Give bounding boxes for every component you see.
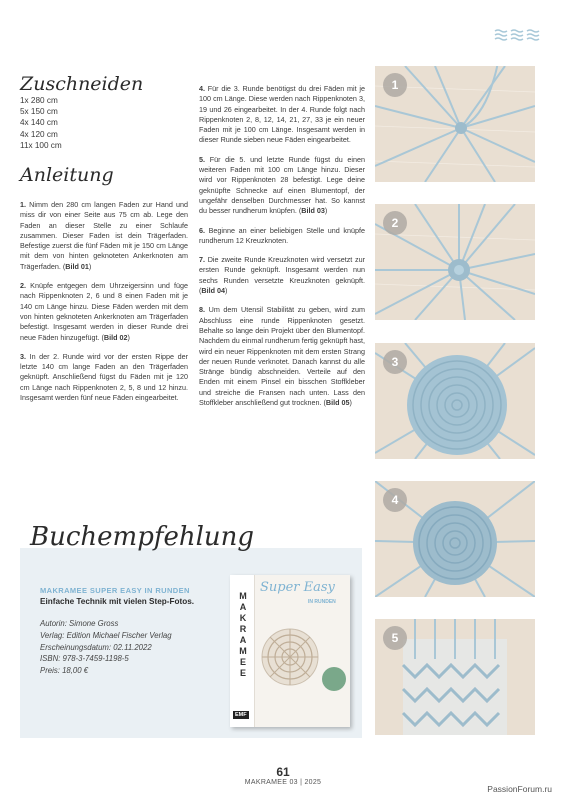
- book-release-date: Erscheinungsdatum: 02.11.2022: [40, 642, 152, 652]
- step-paragraph: 7. Die zweite Runde Kreuzknoten wird versetzt zur ersten Runde geknüpft. Insgesamt werden nun sechs Runden versetzte Kreuzknoten geknüpft. (Bild 04): [199, 255, 365, 296]
- cutting-item: 4x 140 cm: [20, 118, 58, 128]
- step-text: Um dem Utensil Stabilität zu geben, wird zum Abschluss eine runde Rippenknoten gesetzt. Behalte so lange dein Projekt über den Blumentopf. Nachdem du einmal rundherum fertig geknüpft hast, wird ein neuer Rippenknoten mit dem ersten Strang der neuen Runde verknotet. Danach kannst du alle Stränge bündig abschneiden. Verteile auf den Enden mit einem Pinsel ein bisschen Stoffkleber und streiche die Fransen nach unten. Lass den Stoffkleber anschließend gut trocknen.: [199, 305, 365, 408]
- step-number: 4.: [199, 84, 205, 93]
- step-photo-4: [375, 481, 535, 597]
- publisher-logo: EMF: [235, 712, 247, 718]
- book-details: [40, 618, 172, 677]
- instructions-heading: Anleitung: [20, 164, 114, 186]
- step-text: Für die 3. Runde benötigst du drei Fäden mit je 100 cm Länge. Diese werden nach Rippenknoten 3, 19 und 26 eingearbeitet. In der 4. Runde folgt nach Rippenknoten 2, 8, 12, 14, 21, 27, 33 je ein neuer Faden mit je 100 cm Länge. Insgesamt werden in dieser Runde sieben neue Fäden eingearbeitet.: [199, 84, 365, 145]
- book-author: Autorin: Simone Gross: [40, 619, 119, 628]
- photo-number-badge: 2: [383, 211, 407, 235]
- photo-ref: Bild 02: [103, 332, 128, 342]
- instructions-column-2: [199, 84, 365, 417]
- step-photo-1: [375, 66, 535, 182]
- step-number: 5.: [199, 154, 205, 164]
- photo-number-badge: 1: [383, 73, 407, 97]
- instructions-column-1: [20, 200, 188, 412]
- cutting-item: 1x 280 cm: [20, 96, 58, 105]
- step-text: Knüpfe entgegen dem Uhrzeigersinn und füge nach Rippenknoten 2, 6 und 8 einen Faden mit je 140 cm Länge hinzu. Diese Fäden werden mit dem von hinten geknoteten Ankerknoten am Trägerfaden befestigt. Insgesamt werden in dieser Runde drei neue Fäden hinzugefügt.: [20, 281, 188, 342]
- step-paragraph: 5. Für die 5. und letzte Runde fügst du einen weiteren Faden mit 100 cm Länge hinzu. Dieser wird vor Rippenknoten 28 befestigt. Lege deine geknüpfte Schnecke auf einen Blumentopf, der ungefähr denselben Durchmesser hat. So kannst du besser rundherum knüpfen. (Bild 03): [199, 154, 366, 216]
- step-number: 3.: [20, 351, 26, 361]
- step-paragraph: [199, 226, 365, 247]
- step-number: 7.: [199, 255, 205, 265]
- step-paragraph: [20, 352, 188, 403]
- photo-ref: Bild 04: [201, 286, 225, 296]
- book-price: Preis: 18,00 €: [40, 666, 89, 676]
- photo-number-badge: 5: [383, 626, 407, 650]
- step-number: 8.: [199, 305, 205, 315]
- cutting-item: 4x 120 cm: [20, 129, 58, 139]
- step-paragraph: 8. Um dem Utensil Stabilität zu geben, wird zum Abschluss eine runde Rippenknoten gesetzt. Behalte so lange dein Projekt über den Blumentopf. Nachdem du einmal rundherum fertig geknüpft hast, wird ein neuer Rippenknoten mit dem ersten Strang der neuen Runde verknotet. Danach kannst du alle Stränge bündig abschneiden. Verteile auf den Enden mit einem Pinsel ein bisschen Stoffkleber und streiche die Fransen nach unten. Lass den Stoffkleber anschließend gut trocknen. (Bild 05): [199, 305, 365, 408]
- page-number: 61: [276, 765, 290, 779]
- photo-ref: Bild 03: [301, 206, 325, 216]
- book-spine: [230, 575, 255, 727]
- step-number: 1.: [20, 200, 26, 209]
- step-text: Die zweite Runde Kreuzknoten wird versetzt zur ersten Runde geknüpft. Insgesamt werden nun sechs Runden versetzte Kreuzknoten geknüpft.: [199, 255, 365, 285]
- book-spine-title: MAKRAMEE: [238, 591, 248, 679]
- step-text: Beginne an einer beliebigen Stelle und knüpfe rundherum 12 Kreuzknoten.: [199, 225, 365, 245]
- book-sticker-icon: [322, 667, 346, 691]
- magazine-issue: MAKRAMEE 03 | 2025: [244, 779, 322, 786]
- step-paragraph: [199, 84, 365, 146]
- step-paragraph: 1. Nimm den 280 cm langen Faden zur Hand und miss dir von einer Seite aus 75 cm ab. Lege den Faden an dieser Stelle zu einer Schlaufe zusammen. Dieser Faden ist dein Trägerfaden. Befestige zuerst die fünf Fäden mit je 150 cm Länge mit dem von hinten geknoteten Ankerknoten am Trägerfaden. (Bild 01): [20, 200, 188, 271]
- book-isbn: ISBN: 978-3-7459-1198-5: [40, 654, 129, 664]
- step-photo-5: [375, 619, 535, 735]
- step-number: 2.: [20, 281, 26, 291]
- cutting-item: 5x 150 cm: [20, 107, 58, 117]
- cutting-list: [20, 95, 62, 151]
- photo-ref: Bild 01: [65, 261, 89, 271]
- step-text: Für die 5. und letzte Runde fügst du einen weiteren Faden mit 100 cm Länge hinzu. Dieser wird vor Rippenknoten 28 befestigt. Lege deine geknüpfte Schnecke auf einen Blumentopf, der ungefähr denselben Durchmesser hat. So kannst du besser rundherum knüpfen.: [199, 154, 366, 216]
- cutting-heading: Zuschneiden: [20, 73, 144, 95]
- book-subtitle: Einfache Technik mit vielen Step-Fotos.: [40, 597, 195, 606]
- step-number: 6.: [199, 225, 205, 235]
- book-cover-subtitle: IN RUNDEN: [308, 599, 336, 605]
- photo-number-badge: 4: [383, 488, 407, 512]
- book-publisher: Verlag: Edition Michael Fischer Verlag: [40, 630, 172, 640]
- step-photo-2: [375, 204, 535, 320]
- watermark: PassionForum.ru: [487, 784, 552, 794]
- step-text: Nimm den 280 cm langen Faden zur Hand und miss dir von einer Seite aus 75 cm ab. Lege den Faden an dieser Stelle zu einer Schlaufe zusammen. Dieser Faden ist dein Trägerfaden. Befestige zuerst die fünf Fäden mit je 150 cm Länge mit dem von hinten geknoteten Ankerknoten am Trägerfaden.: [20, 200, 188, 271]
- book-title: MAKRAMEE SUPER EASY IN RUNDEN: [40, 586, 190, 595]
- magazine-logo-icon: [494, 28, 542, 42]
- step-photo-3: [375, 343, 535, 459]
- step-paragraph: 2. Knüpfe entgegen dem Uhrzeigersinn und füge nach Rippenknoten 2, 6 und 8 einen Faden mit je 140 cm Länge hinzu. Diese Fäden werden mit dem von hinten geknoteten Ankerknoten am Trägerfaden befestigt. Insgesamt werden in dieser Runde drei neue Fäden hinzugefügt. (Bild 02): [20, 281, 188, 342]
- photo-ref: Bild 05: [325, 398, 350, 408]
- cutting-item: 11x 100 cm: [20, 140, 62, 150]
- mandala-icon: [260, 627, 320, 687]
- book-cover-title: Super Easy: [260, 580, 335, 595]
- step-text: In der 2. Runde wird vor der ersten Rippe der letzte 140 cm lange Faden an den Trägerfaden geknüpft. Anschließend fügst du Fäden mit je 120 cm Länge nach Rippenknoten 2, 5, 8 und 12 hinzu. Insgesamt werden fünf neue Fäden eingearbeitet.: [20, 351, 188, 403]
- book-heading: Buchempfehlung: [30, 522, 255, 552]
- photo-number-badge: 3: [383, 350, 407, 374]
- book-cover-image: [230, 575, 350, 727]
